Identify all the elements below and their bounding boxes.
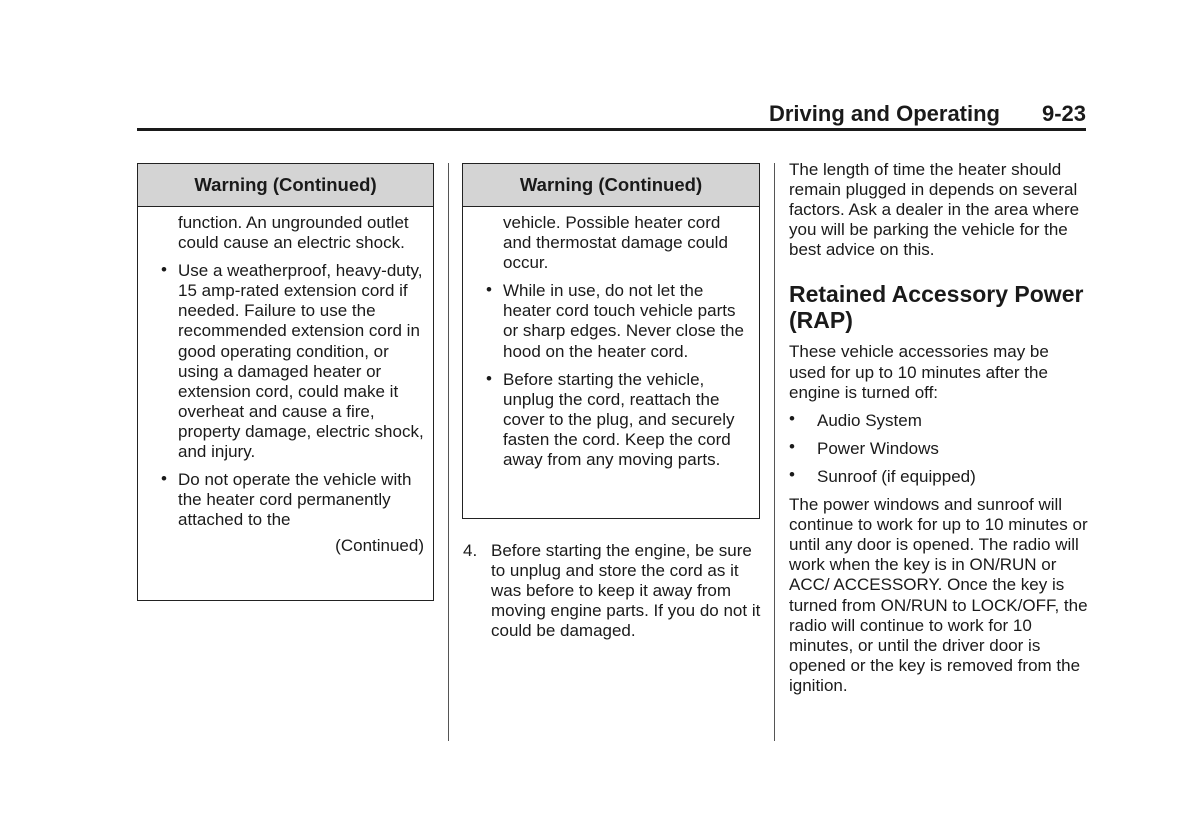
- warning-box-middle: [462, 163, 760, 519]
- bullet-text: While in use, do not let the heater cord touch vehicle parts or sharp edges. Never close the hood on the heater cord.: [503, 281, 744, 361]
- page-number: 9-23: [1041, 101, 1086, 126]
- warning-bullet: [463, 370, 759, 470]
- bullet-icon: •: [789, 408, 795, 428]
- right-column: [789, 160, 1089, 696]
- rap-heading: Retained Accessory Power (RAP): [789, 281, 1084, 334]
- column-divider-1: [448, 163, 449, 741]
- accessory-label: Power Windows: [817, 438, 939, 458]
- accessory-label: Sunroof (if equipped): [817, 466, 976, 486]
- header-rule: [137, 128, 1086, 131]
- section-title: Driving and Operating: [768, 101, 1000, 126]
- warning-bullet: [138, 261, 433, 462]
- warning-intro: function. An ungrounded outlet could cause an electric shock.: [178, 213, 409, 253]
- warning-bullet: [138, 470, 433, 530]
- bullet-icon: •: [486, 368, 492, 388]
- bullet-icon: •: [161, 260, 167, 280]
- heater-duration-paragraph: The length of time the heater should remain plugged in depends on several factors. Ask a dealer in the area where you will be parking the vehicle for the best advice on this.: [789, 160, 1080, 260]
- bullet-icon: •: [789, 464, 795, 484]
- accessory-label: Audio System: [817, 410, 922, 430]
- accessory-list-item: [789, 464, 1089, 487]
- numbered-step: [463, 541, 763, 641]
- column-divider-2: [774, 163, 775, 741]
- warning-heading: Warning (Continued): [463, 164, 759, 207]
- rap-detail-paragraph: The power windows and sunroof will continue to work for up to 10 minutes or until any door is opened. The radio will work when the key is in ON/RUN or ACC/ ACCESSORY. Once the key is turned from ON/RUN to LOCK/OFF, the radio will continue to work for 10 minutes, or until the driver door is opened or the key is removed from the ignition.: [789, 495, 1088, 695]
- step-text: Before starting the engine, be sure to unplug and store the cord as it was before to keep it away from moving engine parts. If you do not it could be damaged.: [491, 541, 761, 641]
- rap-intro-paragraph: These vehicle accessories may be used for up to 10 minutes after the engine is turned off:: [789, 342, 1049, 402]
- warning-heading: Warning (Continued): [138, 164, 433, 207]
- page-header: [0, 100, 1200, 130]
- warning-intro: vehicle. Possible heater cord and thermostat damage could occur.: [503, 213, 728, 273]
- bullet-text: Use a weatherproof, heavy-duty, 15 amp-rated extension cord if needed. Failure to use the recommended extension cord in good operating condition, or using a damaged heater or extension cord, could make it overheat and cause a fire, property damage, electric shock, and injury.: [178, 261, 424, 462]
- bullet-icon: •: [486, 280, 492, 300]
- bullet-text: Before starting the vehicle, unplug the cord, reattach the cover to the plug, and securely fasten the cord. Keep the cord away from any moving parts.: [503, 369, 735, 470]
- step-number: 4.: [463, 541, 478, 560]
- accessory-list-item: [789, 408, 1089, 431]
- warning-bullet: [463, 281, 759, 361]
- continued-label: (Continued): [335, 536, 424, 556]
- accessory-list-item: [789, 436, 1089, 459]
- warning-box-left: [137, 163, 434, 601]
- bullet-text: Do not operate the vehicle with the heater cord permanently attached to the: [178, 470, 412, 530]
- bullet-icon: •: [789, 436, 795, 456]
- bullet-icon: •: [161, 469, 167, 489]
